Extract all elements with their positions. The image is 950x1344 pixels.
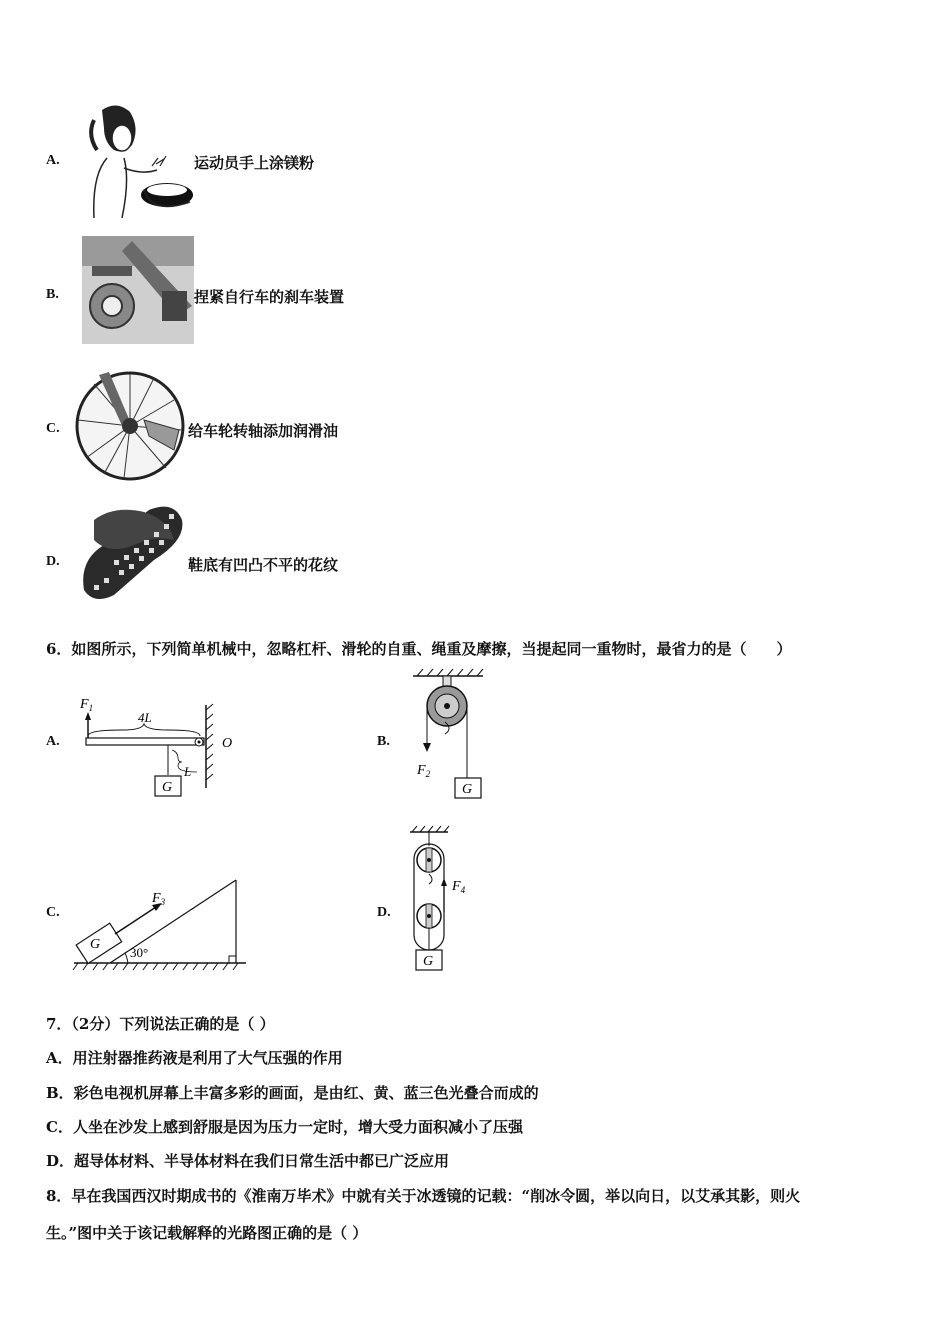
angle-label: 30°	[130, 945, 149, 960]
q6-option-c-label: C.	[46, 905, 60, 920]
pivot-o-label: O	[222, 736, 233, 751]
pulley-block-diagram	[400, 822, 480, 977]
force-f4-label: $F_4$	[452, 879, 466, 895]
option-label: D.	[46, 554, 60, 569]
q6-option-d-label: D.	[377, 905, 391, 920]
force-f1-label: $F_1$	[80, 697, 94, 713]
option-label: C.	[46, 421, 60, 436]
lever-diagram	[72, 690, 252, 805]
option-text: 鞋底有凹凸不平的花纹	[188, 556, 339, 574]
q6-option-a-label: A.	[46, 734, 60, 749]
q7-option-b: B．彩色电视机屏幕上丰富多彩的画面，是由红、黄、蓝三色光叠合而成的	[46, 1084, 539, 1102]
q6-stem: 6．如图所示，下列简单机械中，忽略杠杆、滑轮的自重、绳重及摩擦，当提起同一重物时，最省力的是（ ）	[46, 640, 792, 658]
fixed-pulley-diagram	[405, 664, 495, 804]
bicycle-brake-image	[82, 236, 194, 344]
option-label: A.	[46, 153, 60, 168]
q8-stem-line1: 8．早在我国西汉时期成书的《淮南万毕术》中就有关于冰透镜的记载：“削冰令圆，举以向日，以艾承其影，则火	[46, 1187, 801, 1205]
weight-g-label: G	[90, 937, 101, 952]
q7-option-d: D．超导体材料、半导体材料在我们日常生活中都已广泛应用	[46, 1152, 450, 1170]
force-f3-label: $F_3$	[152, 891, 166, 907]
brace-4l	[88, 724, 200, 736]
force-arrow	[423, 743, 431, 752]
q7-option-c: C．人坐在沙发上感到舒服是因为压力一定时，增大受力面积减小了压强	[46, 1118, 523, 1136]
length-l-label: L	[184, 764, 192, 779]
weight-g-label: G	[162, 780, 173, 795]
q7-option-a: A．用注射器推药液是利用了大气压强的作用	[46, 1049, 343, 1067]
option-label: B.	[46, 287, 59, 302]
shoe-sole-pattern-image	[74, 500, 188, 602]
option-text: 捏紧自行车的刹车装置	[194, 288, 345, 306]
wheel-oil-image	[74, 370, 188, 482]
q8-stem-line2: 生。”图中关于该记载解释的光路图正确的是（ ）	[46, 1224, 368, 1242]
q7-stem: 7．（2分）下列说法正确的是（ ）	[46, 1015, 275, 1033]
option-text: 运动员手上涂镁粉	[194, 154, 315, 172]
force-f2-label: $F_2$	[417, 763, 431, 779]
lever-bar	[86, 738, 204, 745]
incline-diagram	[70, 870, 250, 975]
q6-option-b-label: B.	[377, 734, 390, 749]
weight-g-label: G	[462, 782, 473, 797]
option-text: 给车轮转轴添加润滑油	[188, 422, 339, 440]
force-arrow	[115, 907, 156, 934]
incline-slope	[110, 880, 236, 963]
athlete-chalk-hands-image	[82, 100, 194, 220]
weight-g-label: G	[423, 954, 434, 969]
length-4l-label: 4L	[138, 710, 152, 725]
